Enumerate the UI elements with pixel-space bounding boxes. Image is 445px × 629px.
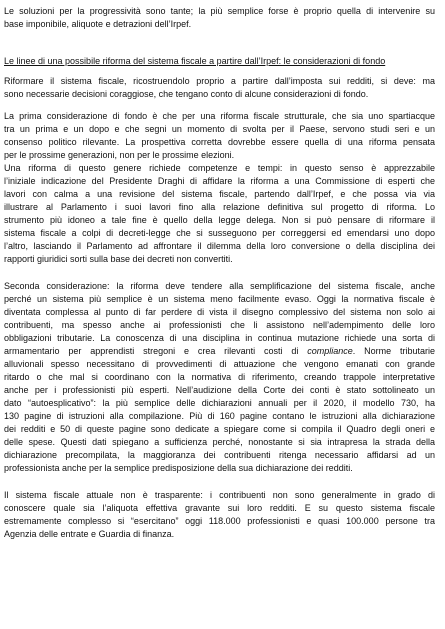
text-line: 130 pagine di istruzioni alla compilazione. Più di 160 pagine contano le istruzioni alla dichiarazione xyxy=(4,411,435,421)
paragraph-second-consideration xyxy=(4,280,435,475)
text-line: lavori con calma a una revisione del sistema fiscale, partendo dall’Irpef, e che possa via via xyxy=(4,189,435,199)
intro-paragraph xyxy=(4,5,435,31)
text-line: La prima considerazione di fondo è che per una riforma fiscale strutturale, che sia uno spartiacque xyxy=(4,111,435,121)
text-line: sistema fiscale a colpi di decreti-legge che si susseguono per correggersi ed emendarsi uno dopo xyxy=(4,228,435,238)
text-line: conoscere quale sia l’aliquota effettiva gravante sui loro redditi. E su questo sistema fiscale xyxy=(4,503,435,513)
text-line: Il sistema fiscale attuale non è trasparente: i contribuenti non sono generalmente in grado di xyxy=(4,490,435,500)
text-line: Agenzia delle entrate e Guardia di finanza. xyxy=(4,529,175,539)
text-line: obbligazioni tributarie. La conoscenza di una disciplina in continua mutazione richiede una sorta di xyxy=(4,333,435,343)
text-line: armamentario per apprendisti stregoni e crea rilevanti costi di compliance. Norme tributarie xyxy=(4,346,435,356)
text-line: Le soluzioni per la progressività sono tante; la più semplice forse è proprio quella di intervenire su xyxy=(4,6,435,16)
text-line: anche per i professionisti più esperti. Nell’audizione della Corte dei conti è stato sottolineato un xyxy=(4,385,435,395)
text-line: ritardo o che mal si coordinano con la normativa di riferimento, creando trappole interpretative xyxy=(4,372,435,382)
text-line: alluvionali spesso necessitano di provvedimenti di attuazione che vengono emanati con grande xyxy=(4,359,435,369)
paragraph-transparency xyxy=(4,489,435,541)
text-line: estremamente complesso si “esercitano” oggi 118.000 professionisti e quasi 100.000 persone tra xyxy=(4,516,435,526)
text-line: illustrare al Parlamento i suoi lavori fino alla relazione definitiva sul progetto di riforma. Lo xyxy=(4,202,435,212)
paragraph-first-consideration xyxy=(4,110,435,162)
paragraph-reform-intro xyxy=(4,75,435,101)
text-line: l’altro, lasciando il Parlamento ad affrontare il dilemma della loro conversione o della disciplina dei xyxy=(4,241,435,251)
text-line: Seconda considerazione: la riforma deve tendere alla semplificazione del sistema fiscale, anche xyxy=(4,281,435,291)
text-line: dei redditi e 50 di queste pagine sono dedicate a spiegare come si compila il Quadro degli oneri e xyxy=(4,424,435,434)
text-line: professionista anche per la semplice predisposizione della sua dichiarazione dei redditi. xyxy=(4,463,353,473)
text-line: base imponibile, aliquote e detrazioni dell’Irpef. xyxy=(4,19,192,29)
text-line: dichiarazione precompilata, la maggioranza dei contribuenti ritenga necessario affidarsi ad un xyxy=(4,450,435,460)
text-line: consenso politico rilevante. La prospettiva corretta dovrebbe essere quella di una riforma pensata xyxy=(4,137,435,147)
text-line: Riformare il sistema fiscale, ricostruendolo proprio a partire dall’imposta sui redditi, si deve: ma xyxy=(4,76,435,86)
text-line: l’iniziale indicazione del Presidente Draghi di affidare la riforma a una Commissione di esperti che xyxy=(4,176,435,186)
paragraph-delegation-law xyxy=(4,162,435,266)
text-line: perché un sistema più semplice è un sistema meno facilmente evaso. Oggi la normativa fiscale è xyxy=(4,294,435,304)
text-line: strumento più idoneo a tale fine è quello della legge delega. Non si può pensare di riformare il xyxy=(4,215,435,225)
text-line: rapporti giuridici sorti sulla base dei decreti non convertiti. xyxy=(4,254,233,264)
text-line: per le prossime generazioni, non per le prossime elezioni. xyxy=(4,150,235,160)
text-line: diventata complessa al punto di far perdere di vista il disegno complessivo del sistema non solo ai xyxy=(4,307,435,317)
section-heading: Le linee di una possibile riforma del sistema fiscale a partire dall’Irpef: le considerazioni di fondo xyxy=(4,56,386,66)
text-line: contribuenti, ma spesso anche ai professionisti che li assistono nell’adempimento delle loro xyxy=(4,320,435,330)
text-line: sono necessarie decisioni coraggiose, che tengano conto di alcune considerazioni di fondo. xyxy=(4,89,369,99)
text-line: dato “autoesplicativo”: la più semplice delle dichiarazioni annuali per il 2020, il modello 730, ha xyxy=(4,398,435,408)
text-line: delle spese. Questi dati spiegano a sufficienza perché, nonostante si sia intrapresa la strada della xyxy=(4,437,435,447)
text-line: tra un prima e un dopo e che segni un momento di svolta per il Paese, servono studi seri e un xyxy=(4,124,435,134)
text-line: Una riforma di questo genere richiede competenze e tempi: in questo senso è apprezzabile xyxy=(4,163,435,173)
